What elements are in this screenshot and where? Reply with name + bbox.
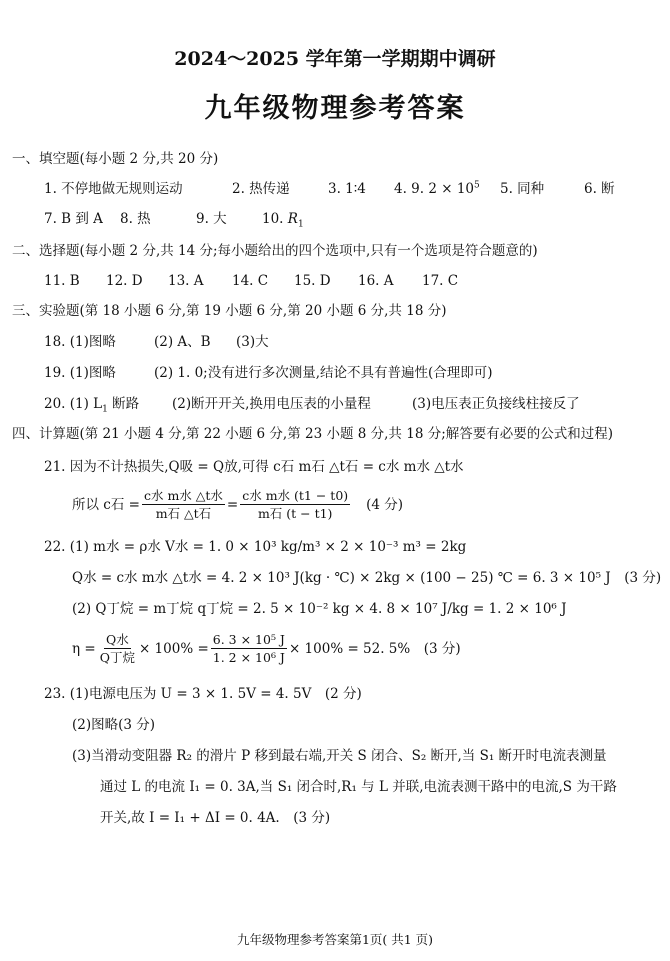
answer-17: 17. C [422, 273, 459, 289]
answer-20-part-2: (2)断开开关,换用电压表的小量程 [172, 396, 371, 412]
fraction-3: $\frac{\text{Q水}}{\text{Q丁烷}}$ [99, 632, 135, 665]
fraction-1: $\frac{\text{c水 m水 △t水}}{\text{m石 △t石}}$ [143, 488, 223, 521]
page-footer: 九年级物理参考答案第1页( 共1 页) [236, 932, 434, 947]
answer-18-part-1: 18. (1)图略 [44, 334, 116, 350]
answer-20-part-3: (3)电压表正负接线柱接反了 [412, 396, 580, 412]
answer-11: 11. B [44, 273, 80, 289]
answer-23-line-2: (2)图略(3 分) [72, 717, 156, 733]
answer-14: 14. C [232, 273, 269, 289]
answer-3: 3. 1∶4 [328, 181, 366, 197]
answer-23-line-4: 通过 L 的电流 I₁ = 0. 3A,当 S₁ 闭合时,R₁ 与 L 并联,电流表测干路中的电流,S 为干路 [100, 779, 617, 795]
answer-10: 10. $R_1$ [262, 211, 304, 230]
answer-13: 13. A [168, 273, 204, 289]
section-4-heading: 四、计算题(第 21 小题 4 分,第 22 小题 6 分,第 23 小题 8 分,共 18 分;解答要有必要的公式和过程) [12, 426, 614, 442]
answer-19-part-2: (2) 1. 0;没有进行多次测量,结论不具有普遍性(合理即可) [154, 365, 493, 381]
answer-9: 9. 大 [196, 211, 227, 227]
fraction-2: $\frac{\text{c水 m水 (t1 − t0)}}{\text{m石 (t − t1)}}$ [242, 488, 349, 521]
fraction-4: $\frac{\text{6. 3 × 10⁵ J}}{\text{1. 2 × 10⁶ J}}$ [212, 632, 285, 665]
section-1-heading: 一、填空题(每小题 2 分,共 20 分) [12, 151, 219, 167]
answer-8: 8. 热 [120, 211, 151, 227]
section-2-heading: 二、选择题(每小题 2 分,共 14 分;每小题给出的四个选项中,只有一个选项是符合题意的) [12, 243, 538, 259]
answer-20-part-1: 20. (1) $L_1$ 断路 [44, 396, 140, 415]
score-note: (4 分) [366, 496, 404, 513]
answer-22-efficiency: η = $\frac{\text{Q水}}{\text{Q丁烷}}$ × 100% = $\frac{\text{6. 3 × 10⁵ J}}{\text{1. 2 × 10⁶ J}}$ × 100% = 52. 5% (3 分) [72, 632, 461, 665]
answer-15: 15. D [294, 273, 331, 289]
answer-6: 6. 断 [584, 181, 615, 197]
answer-2: 2. 热传递 [232, 181, 290, 197]
answer-23-line-3: (3)当滑动变阻器 R₂ 的滑片 P 移到最右端,开关 S 闭合、S₂ 断开,当 S₁ 断开时电流表测量 [72, 748, 607, 764]
answer-4: 4. 9. $2 \times 10^5$ [394, 180, 480, 197]
answer-16: 16. A [358, 273, 394, 289]
answer-22-line-2: Q水 = c水 m水 △t水 = 4. 2 × 10³ J(kg · ℃) × 2kg × (100 − 25) ℃ = 6. 3 × 10⁵ J (3 分) [72, 570, 662, 586]
exam-title: 2024～2025 学年第一学期期中调研 [174, 48, 496, 70]
answer-23-line-1: 23. (1)电源电压为 U = 3 × 1. 5V = 4. 5V (2 分) [44, 686, 362, 702]
answer-18-part-2: (2) A、B [154, 334, 211, 350]
answer-22-line-1: 22. (1) m水 = ρ水 V水 = 1. 0 × 10³ kg/m³ × 2 × 10⁻³ m³ = 2kg [44, 539, 467, 555]
answer-21-line-2: 所以 c石 = $\frac{\text{c水 m水 △t水}}{\text{m石 △t石}}$ = $\frac{\text{c水 m水 (t1 − t0)}}{\text{m石 (t − t1)}}$ (4 分) [72, 488, 404, 521]
answer-1: 1. 不停地做无规则运动 [44, 181, 183, 197]
answer-22-line-3: (2) Q丁烷 = m丁烷 q丁烷 = 2. 5 × 10⁻² kg × 4. 8 × 10⁷ J/kg = 1. 2 × 10⁶ J [72, 601, 567, 617]
answer-19-part-1: 19. (1)图略 [44, 365, 116, 381]
answer-5: 5. 同种 [500, 181, 545, 197]
answer-7: 7. B 到 A [44, 211, 103, 227]
answer-23-line-5: 开关,故 I = I₁ + ΔI = 0. 4A. (3 分) [100, 810, 331, 826]
section-3-heading: 三、实验题(第 18 小题 6 分,第 19 小题 6 分,第 20 小题 6 分,共 18 分) [12, 303, 447, 319]
document-title: 九年级物理参考答案 [204, 93, 466, 124]
answer-12: 12. D [106, 273, 143, 289]
answer-18-part-3: (3)大 [236, 334, 269, 350]
answer-21-line-1: 21. 因为不计热损失,Q吸 = Q放,可得 c石 m石 △t石 = c水 m水 △t水 [44, 459, 464, 475]
